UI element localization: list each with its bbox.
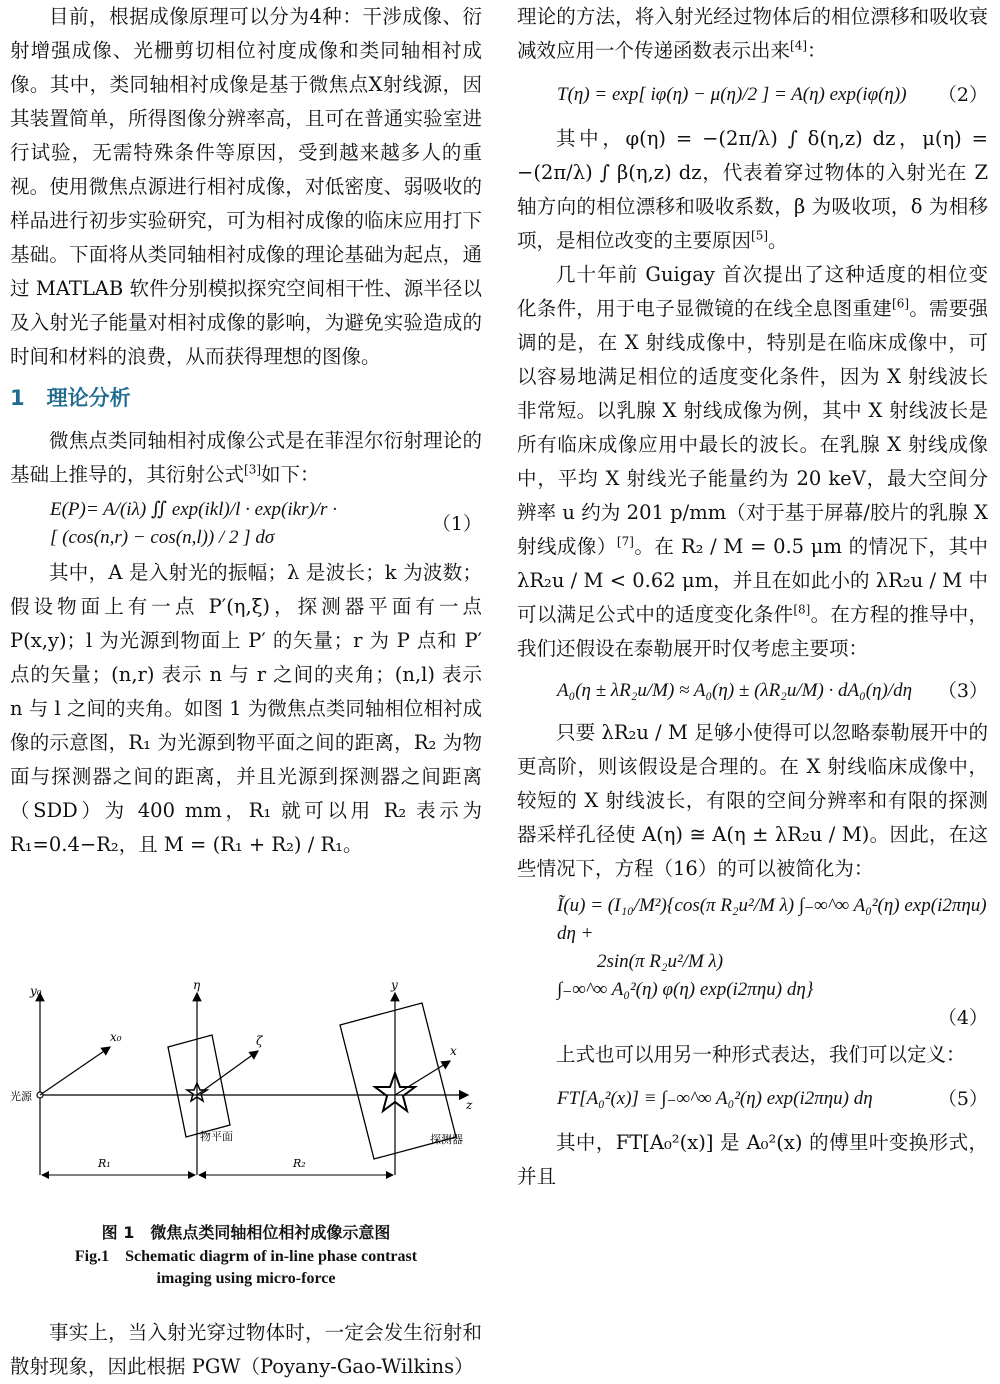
label-object: 物平面 [200,1130,233,1143]
equation-1 [10,496,482,552]
label-source: 光源 [10,1090,32,1103]
equation-4-line2: 2sin(π R₂u²/M λ) [597,951,724,972]
equation-4 [517,892,988,1032]
equation-5-label: （5） [937,1088,988,1110]
equation-2-body: T(η) = exp[ iφ(η) − μ(η)/2 ] = A(η) exp(iφ(η)) [557,84,907,105]
figure-caption-zh: 图 1 微焦点类同轴相位相衬成像示意图 [101,1223,391,1242]
label-eta: η [193,978,201,992]
left-column [10,0,482,862]
equation-2-label: （2） [937,84,988,106]
paragraph-taylor: 只要 λR₂u / M 足够小使得可以忽略泰勒展开中的更高阶，则该假设是合理的。在 X 射线临床成像中，较短的 X 射线波长，有限的空间分辨率和有限的探测器采样孔径使 A(η) ≅ A(η ± λR₂u / M)。因此，在这些情况下，方程（16）的可以被简化为： [517,721,988,880]
label-detector: 探测器 [430,1133,463,1146]
label-z: z [466,1098,473,1112]
label-x0: x₀ [110,1030,122,1044]
figure-caption-en: Fig.1 Schematic diagrm of in-line phase contrast imaging using micro-force [74,1248,418,1287]
equation-5-body: FT[A₀²(x)] ≡ ∫₋∞^∞ A₀²(η) exp(i2πηu) dη [557,1088,873,1109]
equation-3-label: （3） [937,680,988,702]
paragraph-guigay: 几十年前 Guigay 首次提出了这种适度的相位变化条件，用于电子显微镜的在线全息图重建[6]。需要强调的是，在 X 射线成像中，特别是在临床成像中，可以容易地满足相位的适度变化条件，因为 X 射线波长非常短。以乳腺 X 射线成像为例，其中 X 射线波长是所有临床成像应用中最长的波长。在乳腺 X 射线成像中，平均 X 射线光子能量约为 20 keV，最大空间分辨率 u 约为 201 p/mm（对于基于屏幕/胶片的乳腺 X 射线成像）[7]。在 R₂ / M = 0.5 μm 的情况下，其中 λR₂u / M < 0.62 μm，并且在如此小的 λR₂u / M 中可以满足公式中的适度变化条件[8]。在方程的推导中，我们还假设在泰勒展开时仅考虑主要项： [517,263,988,660]
paragraph-fourier: 其中，FT[A₀²(x)] 是 A₀²(x) 的傅里叶变换形式，并且 [517,1131,988,1188]
citation[interactable]: [8] [793,602,811,617]
section-title: 理论分析 [46,386,131,410]
section-number: 1 [10,386,25,410]
equation-1-line2: [ (cos(n,r) − cos(n,l)) / 2 ] dσ [50,527,275,548]
citation[interactable]: [7] [616,534,634,549]
equation-4-line1: Ĩ(u) = (I₁₀/M²){cos(π R₂u²/M λ) ∫₋∞^∞ A₀²(η) exp(i2πηu) dη + [557,895,987,944]
citation[interactable]: [4] [790,38,808,53]
citation[interactable]: [3] [244,462,262,477]
citation[interactable]: [5] [751,228,769,243]
paragraph-phase: 其中，φ(η) = −(2π/λ) ∫ δ(η,z) dz，μ(η) = −(2π/λ) ∫ β(η,z) dz，代表着穿过物体的入射光在 Z 轴方向的相位漂移和吸收系数，β 为吸收项，δ 为相移项，是相位改变的主要原因[5]。 [517,127,988,252]
schematic-figure [10,975,480,1215]
zeta-axis [197,1051,258,1095]
label-r2: R₂ [293,1157,306,1170]
x-axis [395,1061,450,1095]
paragraph-definitions: 其中，A 是入射光的振幅；λ 是波长；k 为波数；假设物面上有一点 P′(η,ξ)，探测器平面有一点 P(x,y)；l 为光源到物面上 P′ 的矢量；r 为 P 点和 P′ 点的矢量；(n,r) 表示 n 与 r 之间的夹角；(n,l) 表示 n 与 l 之间的夹角。如图 1 为微焦点类同轴相位相衬成像的示意图，R₁ 为光源到物平面之间的距离，R₂ 为物面与探测器之间的距离，并且光源到探测器之间距离（SDD）为 400 mm，R₁ 就可以用 R₂ 表示为 R₁=0.4−R₂，且 M = (R₁ + R₂) / R₁。 [10,561,482,856]
label-y0: y₀ [30,984,42,998]
paragraph-intro: 目前，根据成像原理可以分为4种：干涉成像、衍射增强成像、光栅剪切相位衬度成像和类同轴相衬成像。其中，类同轴相衬成像是基于微焦点X射线源，因其装置简单，所得图像分辨率高，且可在普通实验室进行试验，无需特殊条件等原因，受到越来越多人的重视。使用微焦点源进行相衬成像，对低密度、弱吸收的样品进行初步实验研究，可为相衬成像的临床应用打下基础。下面将从类同轴相衬成像的理论基础为起点，通过 MATLAB 软件分别模拟探究空间相干性、源半径以及入射光子能量对相衬成像的影响，为避免实验造成的时间和材料的浪费，从而获得理想的图像。 [10,5,482,368]
label-zeta: ζ [256,1034,263,1048]
equation-4-line3: ∫₋∞^∞ A₀²(η) φ(η) exp(i2πηu) dη} [557,979,814,1000]
equation-3 [517,674,988,708]
label-y: y [391,978,398,992]
bottom-left-paragraph: 事实上，当入射光穿过物体时，一定会发生衍射和散射现象，因此根据 PGW（Poyany-Gao-Wilkins） [10,1321,482,1378]
section-heading [10,382,482,414]
equation-1-label: （1） [431,513,482,535]
paragraph-define: 上式也可以用另一种形式表达，我们可以定义： [556,1043,966,1066]
paragraph-diffraction: 微焦点类同轴相衬成像公式是在菲涅尔衍射理论的基础上推导的，其衍射公式[3]如下： [10,429,482,486]
x0-axis [40,1047,110,1095]
equation-3-body: A₀(η ± λR₂u/M) ≈ A₀(η) ± (λR₂u/M) · dA₀(η)/dη [557,680,913,701]
equation-1-line1: E(P)= A/(iλ) ∬ exp(ikl)/l · exp(ikr)/r · [50,499,337,520]
equation-2 [517,78,988,112]
equation-5 [517,1082,988,1116]
citation[interactable]: [6] [892,296,910,311]
equation-4-label: （4） [937,1007,988,1029]
label-x: x [450,1044,457,1058]
paragraph-transfer: 理论的方法，将入射光经过物体后的相位漂移和吸收衰减效应用一个传递函数表示出来[4]： [517,5,988,62]
right-column [517,0,988,1194]
label-r1: R₁ [98,1157,111,1170]
